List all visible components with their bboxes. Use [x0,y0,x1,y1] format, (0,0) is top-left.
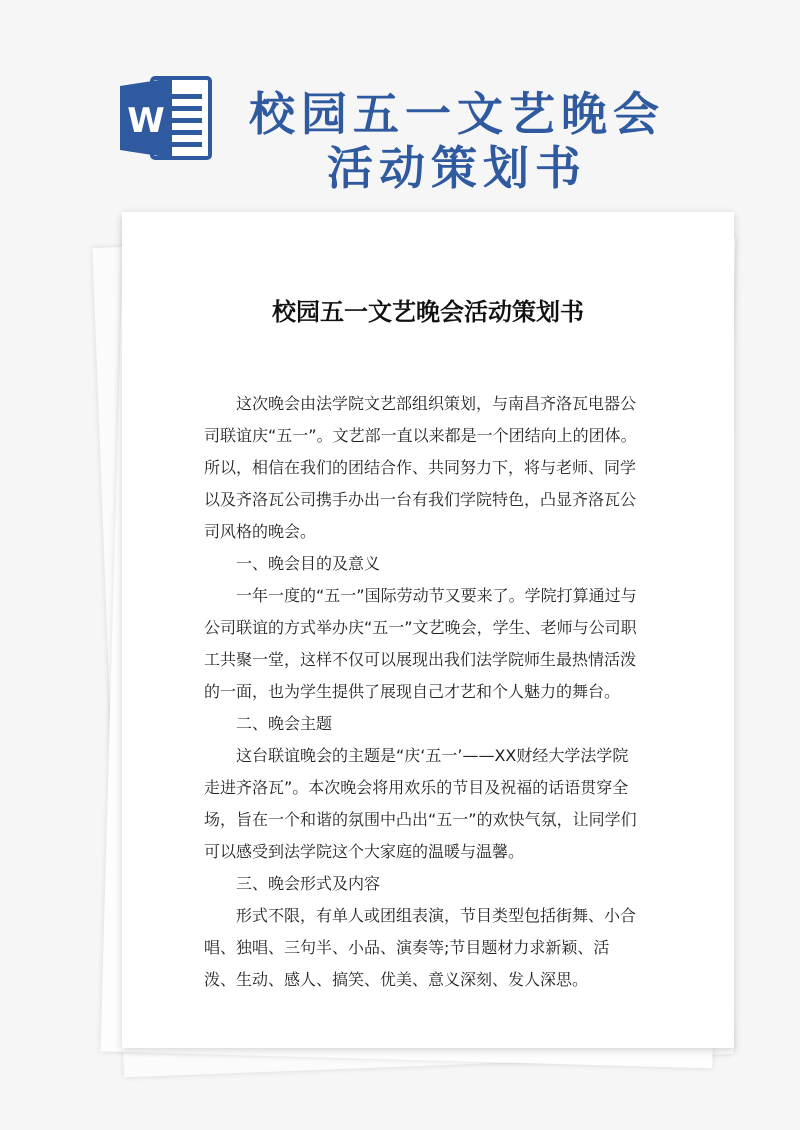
document-body [204,388,640,996]
word-document-icon [118,74,214,162]
document-title: 校园五一文艺晚会活动策划书 [272,298,584,326]
page-header [0,0,800,210]
section-heading-theme: 二、晚会主题 [236,714,333,733]
paragraph-purpose: 一年一度的“五一”国际劳动节又要来了。学院打算通过与公司联谊的方式举办庆“五一”文艺晚会，学生、老师与公司职工共聚一堂，这样不仅可以展现出我们法学院师生最热情活泼的一面，也为学生提供了展现自己才艺和个人魅力的舞台。 [204,586,637,701]
paragraph-theme: 这台联谊晚会的主题是“庆‘五一’——XX财经大学法学院走进齐洛瓦”。本次晚会将用欢乐的节目及祝福的话语贯穿全场，旨在一个和谐的氛围中凸出“五一”的欢快气氛，让同学们可以感受到法学院这个大家庭的温暖与温馨。 [204,746,637,861]
paragraph-intro: 这次晚会由法学院文艺部组织策划，与南昌齐洛瓦电器公司联谊庆“五一”。文艺部一直以来都是一个团结向上的团体。所以，相信在我们的团结合作、共同努力下，将与老师、同学以及齐洛瓦公司携手办出一台有我们学院特色，凸显齐洛瓦公司风格的晚会。 [204,394,637,541]
header-title-line2: 活动策划书 [327,141,587,195]
section-heading-purpose: 一、晚会目的及意义 [236,554,381,573]
document-page [122,212,734,1048]
svg-text:W: W [127,101,165,141]
section-heading-format: 三、晚会形式及内容 [236,874,381,893]
header-title-line1: 校园五一文艺晚会 [249,87,665,141]
paragraph-format: 形式不限，有单人或团组表演，节目类型包括街舞、小合唱、独唱、三句半、小品、演奏等;节目题材力求新颖、活泼、生动、感人、搞笑、优美、意义深刻、发人深思。 [204,906,637,989]
